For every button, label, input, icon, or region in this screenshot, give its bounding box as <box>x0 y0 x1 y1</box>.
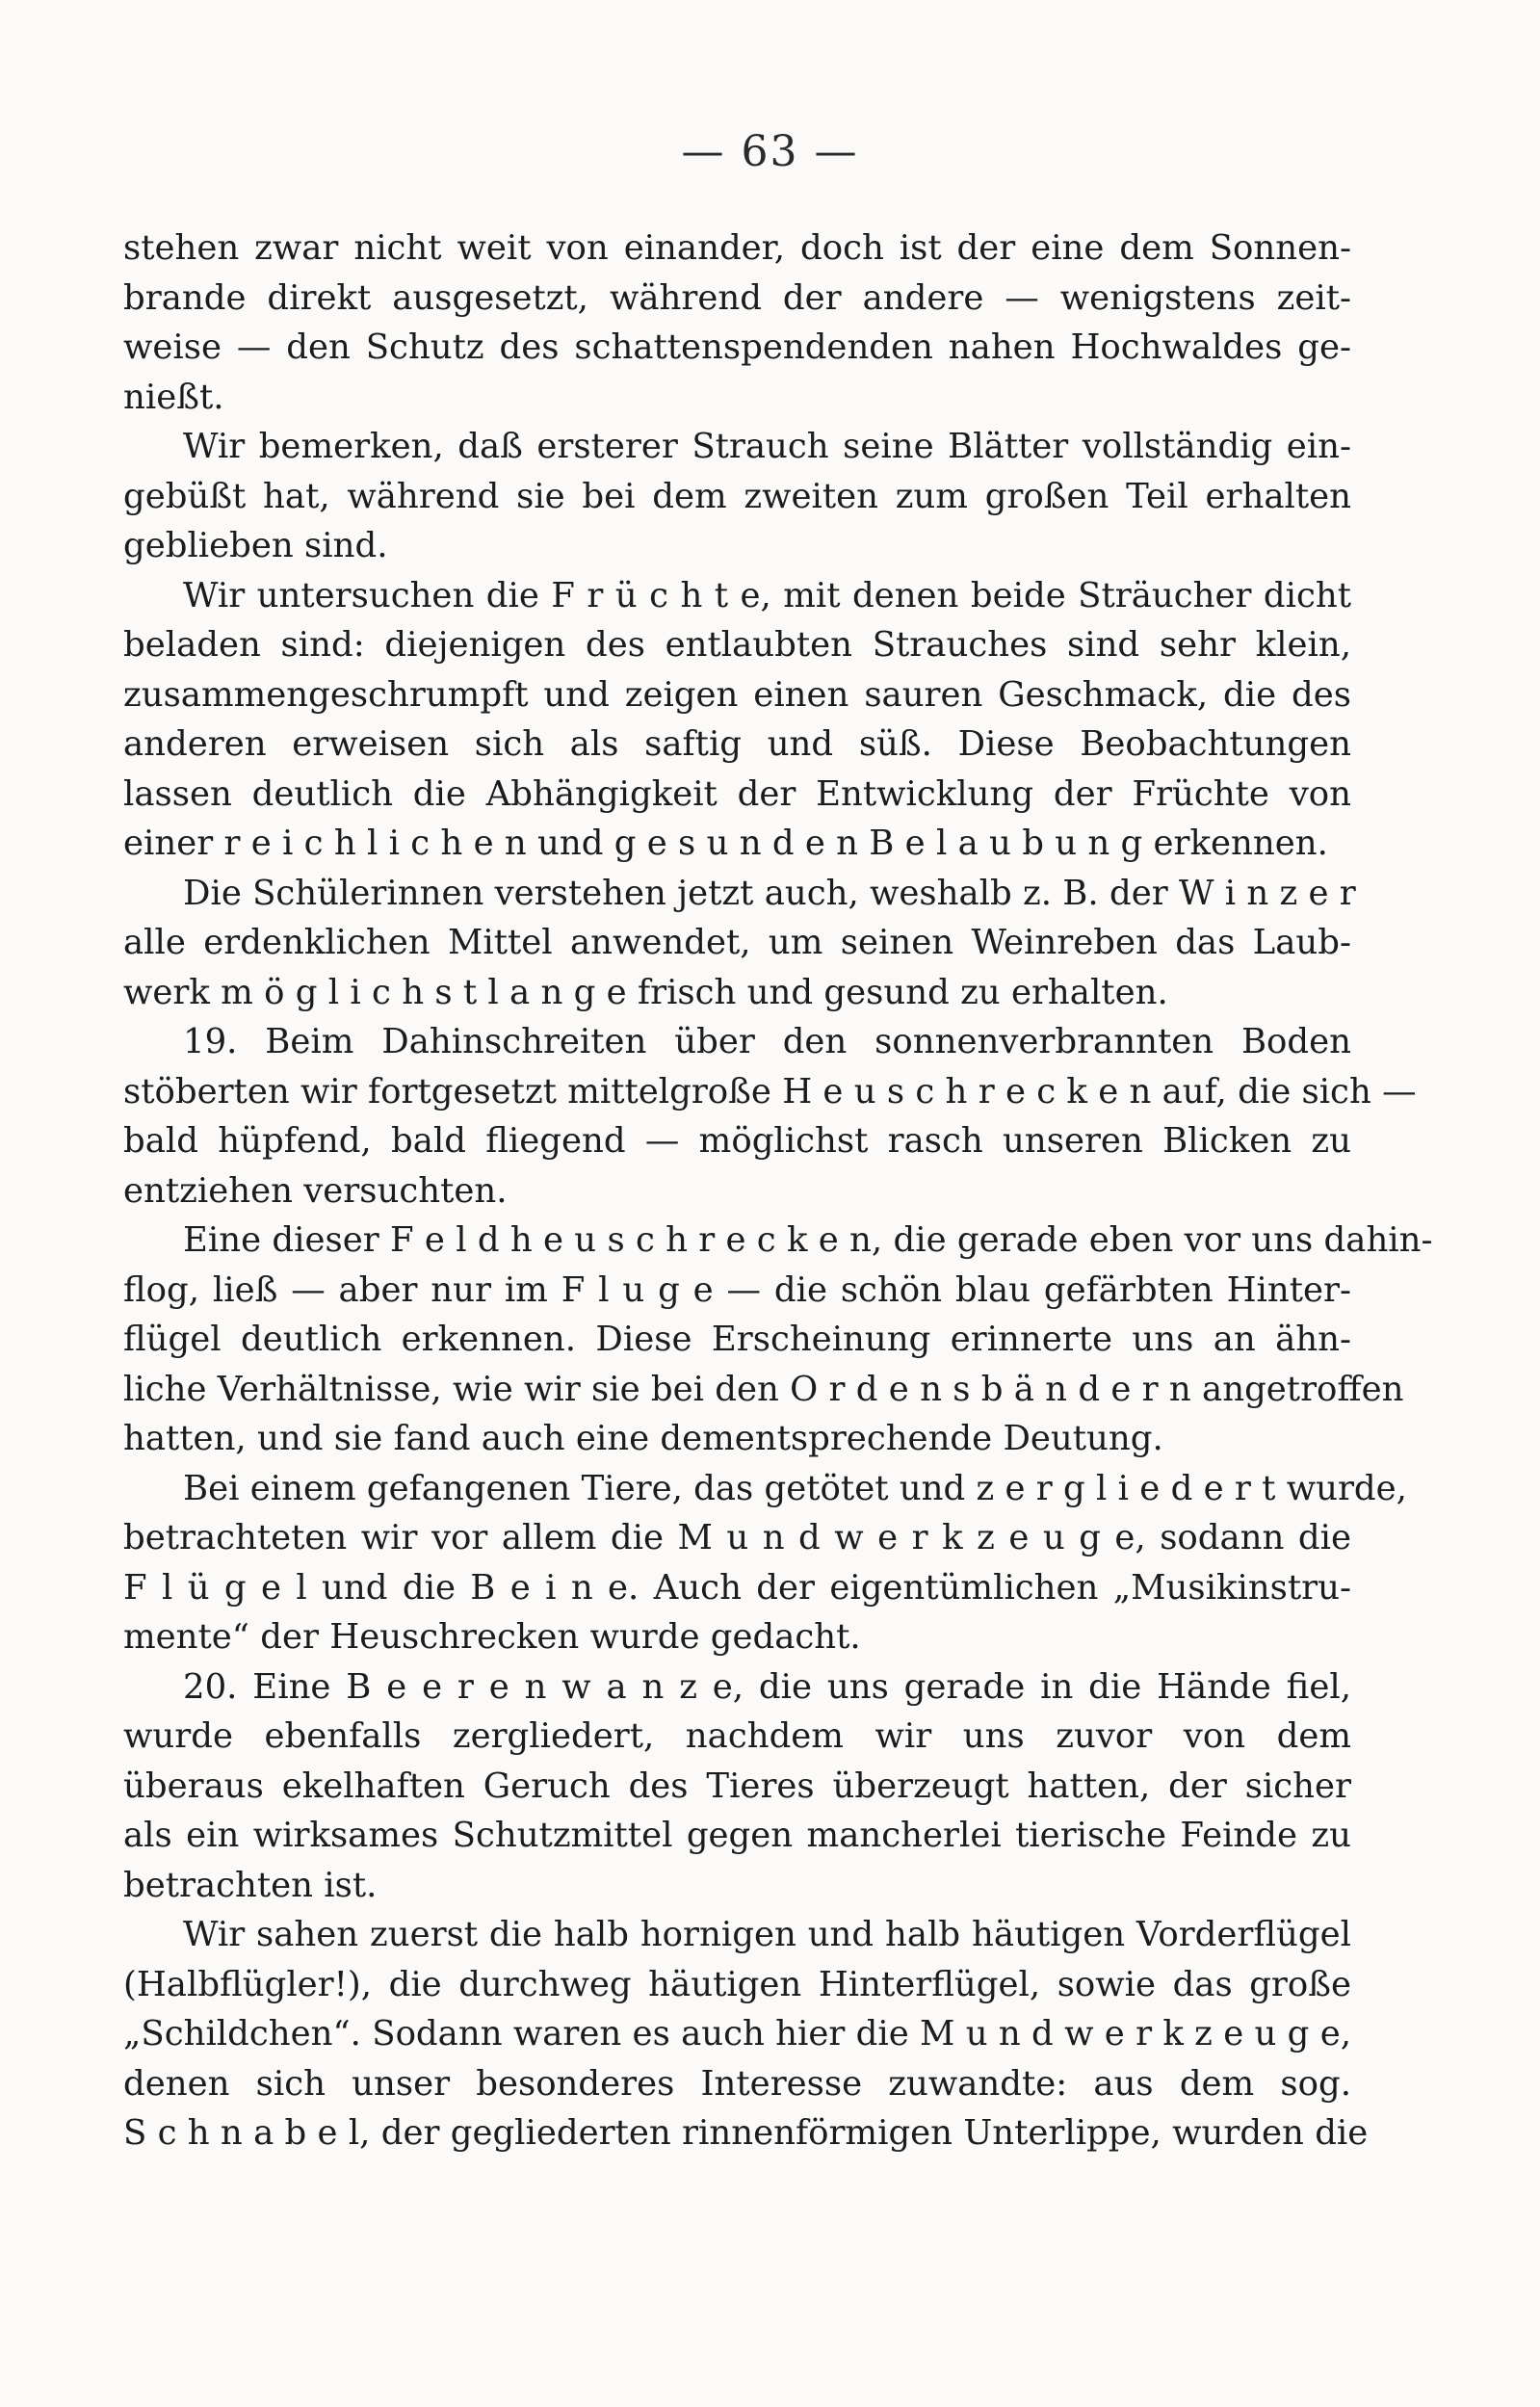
text-line: Eine dieser F e l d h e u s c h r e c k e n, die gerade eben vor uns dahin- <box>183 1220 1433 1260</box>
text-line: stöberten wir fortgesetzt mittelgroße H e u s c h r e c k e n auf, die sich — <box>123 1071 1417 1112</box>
page-number: — 63 — <box>681 127 859 176</box>
text-line: beladen sind: diejenigen des entlaubten Strauches sind sehr klein, <box>123 625 1351 665</box>
text-line: mente“ der Heuschrecken wurde gedacht. <box>123 1617 861 1657</box>
text-line: flog, ließ — aber nur im F l u g e — die schön blau gefärbten Hinter- <box>123 1269 1351 1310</box>
text-line: brande direkt ausgesetzt, während der andere — wenigstens zeit- <box>123 277 1351 318</box>
text-line: hatten, und sie fand auch eine dementsprechende Deutung. <box>123 1419 1163 1458</box>
text-line: gebüßt hat, während sie bei dem zweiten zum großen Teil erhalten <box>123 476 1351 516</box>
text-line: betrachteten wir vor allem die M u n d w e r k z e u g e, sodann die <box>123 1518 1351 1557</box>
text-line: (Halbflügler!), die durchweg häutigen Hinterflügel, sowie das große <box>123 1964 1351 2004</box>
text-line: weise — den Schutz des schattenspendenden nahen Hochwaldes ge- <box>123 327 1351 367</box>
text-line: Wir sahen zuerst die halb hornigen und halb häutigen Vorderflügel <box>183 1915 1351 1954</box>
text-line: denen sich unser besonderes Interesse zuwandte: aus dem sog. <box>123 2063 1351 2104</box>
text-line: werk m ö g l i c h s t l a n g e frisch und gesund zu erhalten. <box>123 972 1168 1012</box>
text-line: stehen zwar nicht weit von einander, doch ist der eine dem Sonnen- <box>123 228 1351 268</box>
text-line: wurde ebenfalls zergliedert, nachdem wir uns zuvor von dem <box>123 1716 1351 1756</box>
text-line: Wir bemerken, daß ersterer Strauch seine Blätter vollständig ein- <box>183 427 1351 466</box>
body-text <box>123 223 1433 2158</box>
text-line: anderen erweisen sich als saftig und süß. Diese Beobachtungen <box>123 724 1351 764</box>
text-line: 20. Eine B e e r e n w a n z e, die uns gerade in die Hände fiel, <box>183 1666 1351 1707</box>
text-line: Bei einem gefangenen Tiere, das getötet und z e r g l i e d e r t wurde, <box>183 1468 1407 1508</box>
text-line: nießt. <box>123 377 224 417</box>
text-line: flügel deutlich erkennen. Diese Erscheinung erinnerte uns an ähn- <box>123 1320 1351 1359</box>
text-line: überaus ekelhaften Geruch des Tieres überzeugt hatten, der sicher <box>123 1766 1351 1806</box>
text-line: F l ü g e l und die B e i n e. Auch der eigentümlichen „Musikinstru- <box>123 1567 1351 1608</box>
text-line: als ein wirksames Schutzmittel gegen mancherlei tierische Feinde zu <box>123 1816 1351 1855</box>
text-line: einer r e i c h l i c h e n und g e s u n d e n B e l a u b u n g erkennen. <box>123 824 1328 863</box>
text-line: entziehen versuchten. <box>123 1170 508 1211</box>
text-line: Wir untersuchen die F r ü c h t e, mit denen beide Sträucher dicht <box>183 575 1351 615</box>
text-line: bald hüpfend, bald fliegend — möglichst rasch unseren Blicken zu <box>123 1121 1351 1161</box>
text-line: 19. Beim Dahinschreiten über den sonnenverbrannten Boden <box>183 1022 1351 1061</box>
text-line: geblieben sind. <box>123 526 388 565</box>
text-line: S c h n a b e l, der gegliederten rinnenförmigen Unterlippe, wurden die <box>123 2113 1369 2153</box>
text-line: Die Schülerinnen verstehen jetzt auch, weshalb z. B. der W i n z e r <box>183 873 1356 913</box>
text-line: „Schildchen“. Sodann waren es auch hier die M u n d w e r k z e u g e, <box>123 2014 1351 2054</box>
text-line: betrachten ist. <box>123 1865 378 1905</box>
text-line: zusammengeschrumpft und zeigen einen sauren Geschmack, die des <box>123 674 1351 715</box>
text-line: liche Verhältnisse, wie wir sie bei den O r d e n s b ä n d e r n angetroffen <box>123 1369 1404 1409</box>
text-line: alle erdenklichen Mittel anwendet, um seinen Weinreben das Laub- <box>123 923 1351 962</box>
text-line: lassen deutlich die Abhängigkeit der Entwicklung der Früchte von <box>123 773 1351 814</box>
